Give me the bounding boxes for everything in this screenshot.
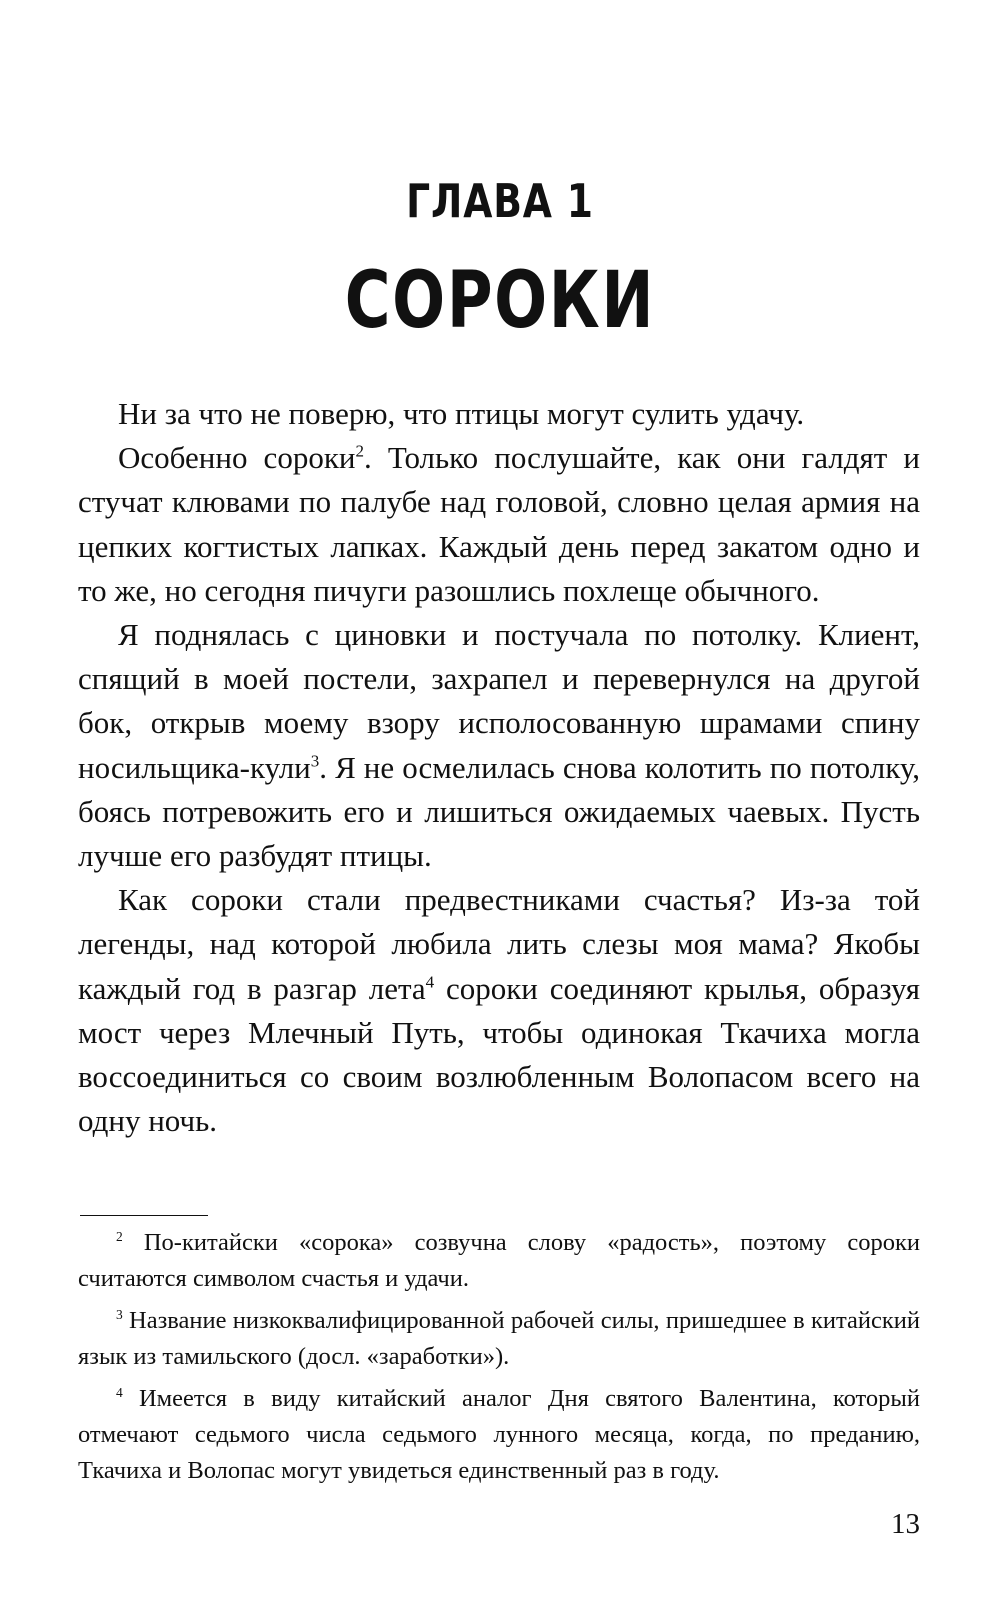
paragraph-text: . Я не осмелилась снова колотить по потолку, боясь потревожить его и лишиться ожидаемых чаевых. Пусть лучше его разбудят птицы.: [78, 749, 920, 874]
chapter-label: ГЛАВА 1: [406, 174, 594, 228]
paragraph-text: Я поднялась с циновки и постучала по потолку. Клиент, спящий в моей постели, захрапел и перевернулся на другой бок, открыв моему взору исполосованную шрамами спину носильщика-кули: [78, 617, 920, 785]
footnote: [78, 1381, 920, 1489]
footnote-number: 3: [116, 1306, 123, 1322]
footnote-ref: 4: [425, 972, 435, 992]
footnote-ref: 2: [355, 441, 364, 461]
footnote-ref: 3: [310, 751, 320, 771]
chapter-title: СОРОКИ: [344, 256, 656, 346]
body-text: [78, 392, 920, 1143]
paragraph-3: [78, 613, 920, 878]
paragraph-1: [78, 392, 920, 436]
footnote-number: 2: [116, 1228, 123, 1244]
footnote-text: Имеется в виду китайский аналог Дня святого Валентина, который отмечают седьмого числа седьмого лунного месяца, когда, по преданию, Ткачиха и Волопас могут увидеться единственный раз в году.: [78, 1385, 920, 1484]
footnote-text: Название низкоквалифицированной рабочей силы, пришедшее в китайский язык из тамильского (досл. «заработки»).: [78, 1307, 920, 1370]
paragraph-4: [78, 878, 920, 1143]
footnote-text: По-китайски «сорока» созвучна слову «радость», поэтому сороки считаются символом счастья и удачи.: [78, 1229, 920, 1292]
footnote: [78, 1303, 920, 1375]
paragraph-text: сороки соединяют крылья, образуя мост через Млечный Путь, чтобы одинокая Ткачиха могла воссоединиться со своим возлюбленным Волопасом всего на одну ночь.: [78, 970, 921, 1139]
footnote: [78, 1225, 920, 1297]
footnote-divider: [80, 1215, 208, 1216]
footnotes: [78, 1225, 920, 1495]
paragraph-2: [78, 436, 920, 613]
paragraph-text: Ни за что не поверю, что птицы могут сулить удачу.: [118, 396, 805, 431]
paragraph-text: . Только послушайте, как они галдят и стучат клювами по палубе над головой, словно целая армия на цепких когтистых лапках. Каждый день перед закатом одно и то же, но сегодня пичуги разошлись похлеще обычного.: [78, 440, 920, 608]
paragraph-text: Как сороки стали предвестниками счастья? Из-за той легенды, над которой любила лить слезы моя мама? Якобы каждый год в разгар лета: [78, 882, 920, 1006]
page-number: 13: [891, 1508, 920, 1540]
footnote-number: 4: [116, 1384, 123, 1400]
paragraph-text: Особенно сороки: [118, 440, 356, 476]
